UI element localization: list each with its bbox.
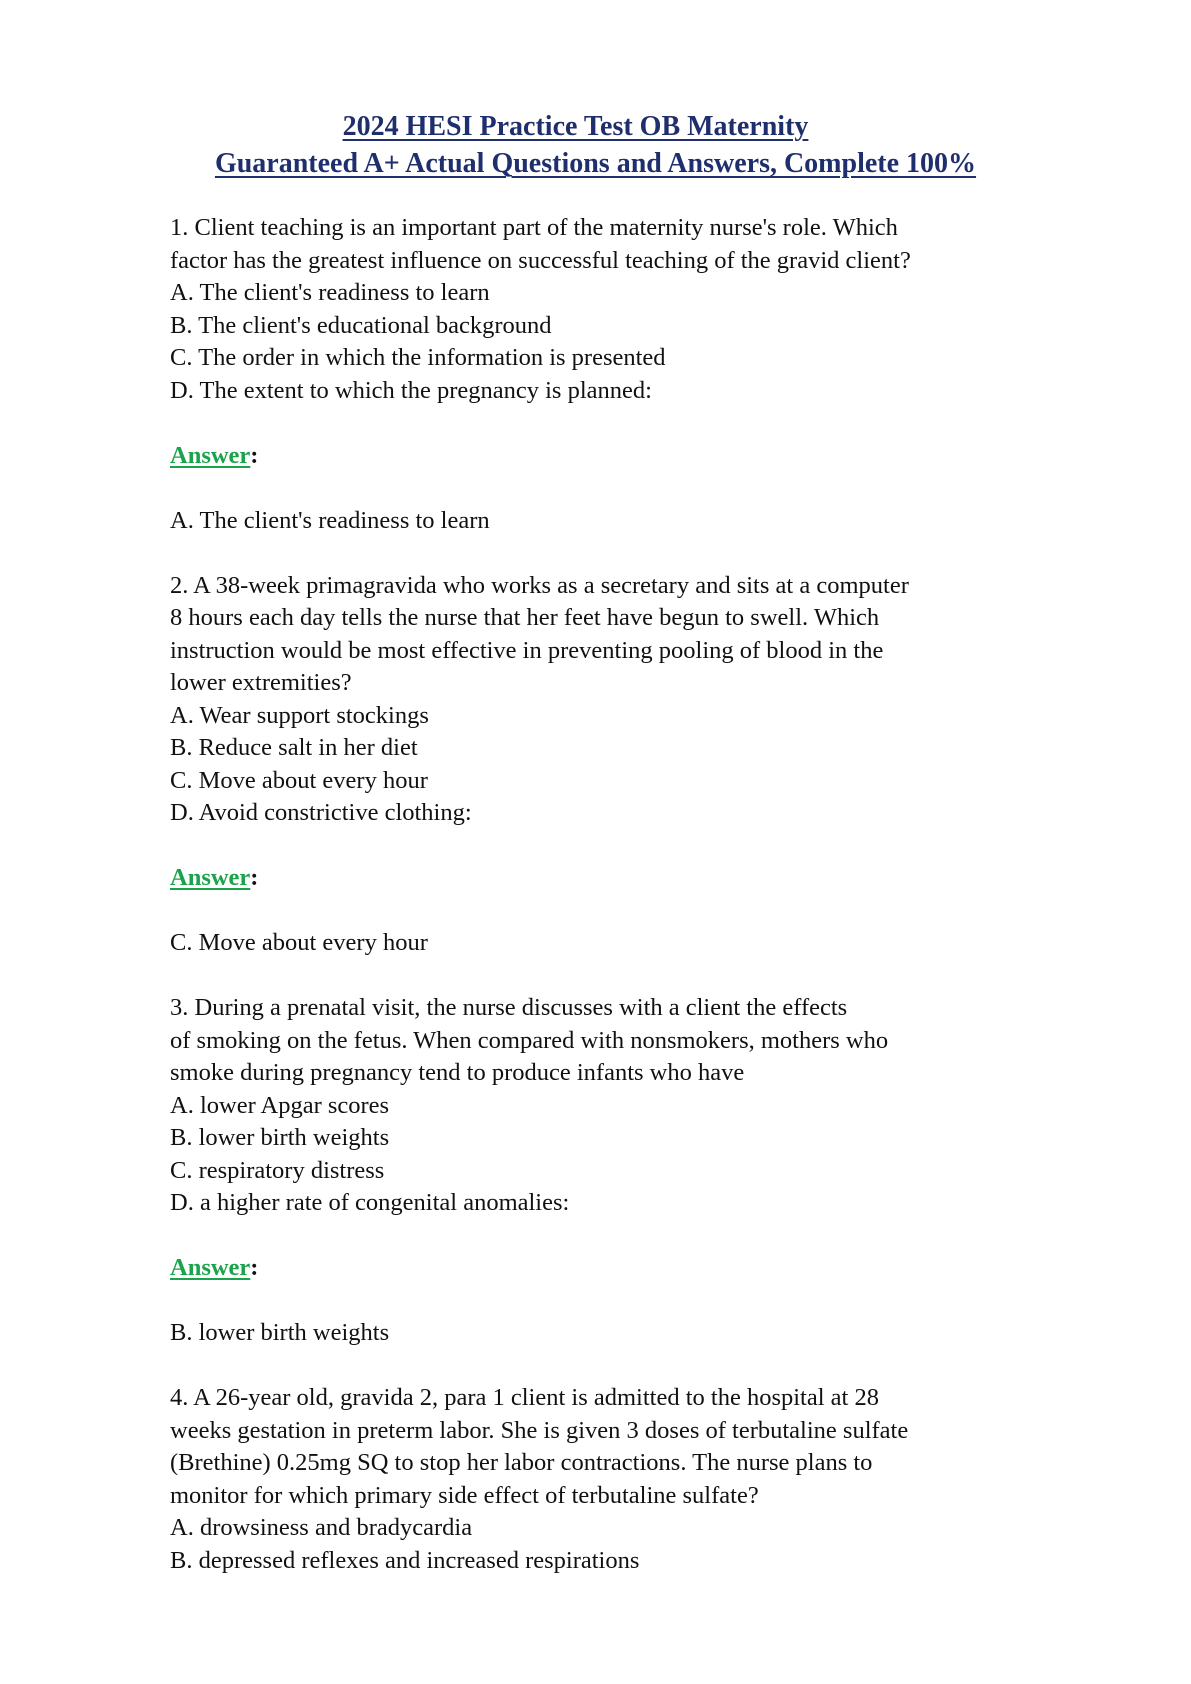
answer-label: Answer (170, 1254, 251, 1281)
answer-label: Answer (170, 441, 251, 469)
option-a: A. lower Apgar scores (170, 1091, 390, 1119)
question-stem-line: 8 hours each day tells the nurse that her feet have begun to swell. Which (170, 604, 880, 631)
option-a: A. drowsiness and bradycardia (170, 1514, 473, 1541)
answer-label: Answer (170, 864, 251, 891)
answer-colon: : (250, 864, 259, 891)
option-d: D. a higher rate of congenital anomalies: (170, 1189, 570, 1216)
question-stem-line: smoke during pregnancy tend to produce infants who have (170, 1059, 745, 1086)
question-stem-line: weeks gestation in preterm labor. She is given 3 doses of terbutaline sulfate (170, 1416, 909, 1444)
document-title (0, 108, 1191, 182)
answer-text: A. The client's readiness to learn (170, 506, 490, 534)
answer-heading (170, 1252, 1070, 1285)
question-1 (170, 212, 1070, 570)
question-stem-line: 2. A 38-week primagravida who works as a secretary and sits at a computer (170, 571, 909, 599)
option-b: B. The client's educational background (170, 311, 552, 339)
title-line-2: Guaranteed A+ Actual Questions and Answers, Complete 100% (214, 148, 977, 179)
question-3 (170, 992, 1070, 1382)
question-stem-line: monitor for which primary side effect of terbutaline sulfate? (170, 1481, 759, 1509)
answer-colon: : (250, 441, 259, 469)
question-2 (170, 570, 1070, 993)
question-stem-line: instruction would be most effective in preventing pooling of blood in the (170, 636, 884, 664)
answer-heading (170, 862, 1070, 895)
option-b: B. depressed reflexes and increased respirations (170, 1546, 640, 1574)
option-d: D. Avoid constrictive clothing: (170, 799, 472, 826)
option-c: C. respiratory distress (170, 1156, 385, 1184)
option-b: B. lower birth weights (170, 1124, 390, 1151)
answer-text: B. lower birth weights (170, 1319, 390, 1346)
option-b: B. Reduce salt in her diet (170, 734, 418, 761)
question-stem-line: of smoking on the fetus. When compared with nonsmokers, mothers who (170, 1026, 889, 1054)
option-d: D. The extent to which the pregnancy is planned: (170, 376, 652, 404)
question-stem-line: (Brethine) 0.25mg SQ to stop her labor contractions. The nurse plans to (170, 1449, 873, 1476)
answer-text: C. Move about every hour (170, 929, 428, 956)
option-a: A. The client's readiness to learn (170, 279, 490, 306)
question-stem-line: 1. Client teaching is an important part of the maternity nurse's role. Which (170, 214, 898, 241)
option-a: A. Wear support stockings (170, 701, 429, 729)
question-stem-line: 3. During a prenatal visit, the nurse discusses with a client the effects (170, 994, 848, 1021)
question-stem-line: 4. A 26-year old, gravida 2, para 1 client is admitted to the hospital at 28 (170, 1384, 879, 1411)
option-c: C. The order in which the information is presented (170, 344, 666, 371)
answer-heading (170, 440, 1070, 473)
question-stem-line: lower extremities? (170, 669, 352, 696)
answer-colon: : (250, 1254, 259, 1281)
question-4 (170, 1382, 1070, 1577)
document-body (170, 212, 1070, 1577)
question-stem-line: factor has the greatest influence on successful teaching of the gravid client? (170, 246, 911, 274)
title-line-1: 2024 HESI Practice Test OB Maternity (342, 111, 809, 142)
option-c: C. Move about every hour (170, 766, 428, 794)
